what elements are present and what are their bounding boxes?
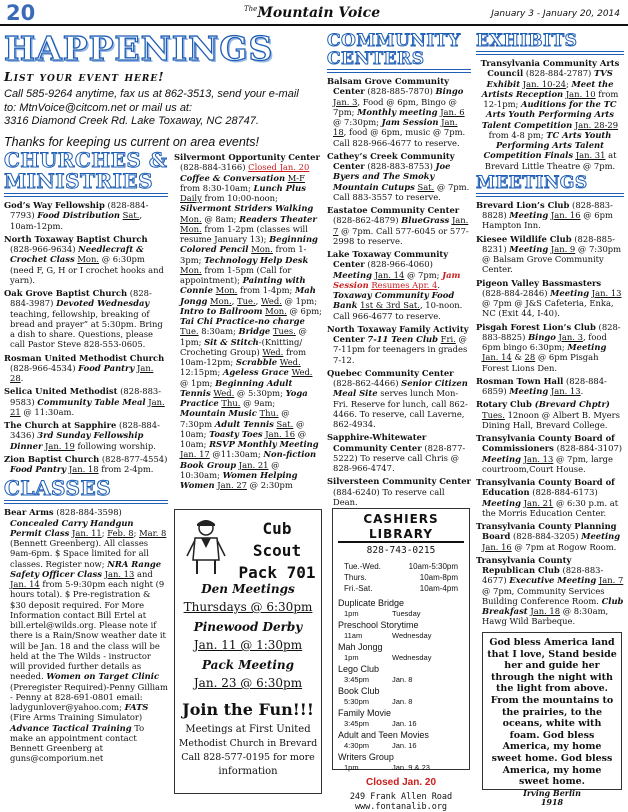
meetings-heading: MEETINGS — [476, 172, 588, 193]
listing: Balsam Grove Community Center (828-885-7870) Bingo Jan. 3, Food @ 6pm, Bingo @ 7pm; Monthly meeting Jan. 6 @ 7:30pm; Jam Session Jan. 18, food @ 6pm, music @ 7pm. Call 828-966-4677 to reserve. — [327, 76, 466, 148]
hours-time: 10am-5:30pm — [408, 561, 458, 571]
program-time: 3:45pm — [344, 718, 370, 728]
program-detail — [338, 609, 464, 618]
program-when: Jan. 8 — [392, 674, 413, 684]
listing: The Church at Sapphire (828-884-3436) 3rd Sunday Fellowship Dinner Jan. 19 following worship. — [4, 420, 160, 451]
program-name: Lego Club — [338, 663, 380, 674]
join-fun: Join the Fun!!! — [182, 700, 314, 719]
column-1 — [4, 150, 168, 798]
program-name: Writers Group — [338, 751, 394, 762]
listing: Transylvania County Planning Board (828-884-3205) Meeting Jan. 16 @ 7pm at Rogow Room. — [476, 521, 621, 552]
library-hours-row — [338, 561, 464, 572]
poem-author: Irving Berlin — [523, 787, 581, 798]
listing: North Toxaway Baptist Church (828-966-9634) Needlecraft & Crochet Class Mon. @ 6:30pm (need F, G, H or I crochet hooks and yarn). — [4, 233, 164, 285]
listing: Pigeon Valley Bassmasters (828-884-2846) Meeting Jan. 13 @ 7pm @ J&S Cafeteria, Enka, NC (Exit 44, I-40). — [476, 277, 622, 319]
program-time: 1pm — [344, 652, 359, 662]
page-header — [0, 0, 628, 26]
listing: Sapphire-Whitewater Community Center (828-877-5222) To reserve call Chris @ 828-966-4747. — [327, 432, 466, 473]
program-when: Wednesday — [392, 630, 432, 640]
library-hours-row — [338, 583, 464, 594]
den-meetings-label: Den Meetings — [201, 582, 295, 596]
listing: Zion Baptist Church (828-877-4554) Food Pantry Jan. 18 from 2-4pm. — [4, 453, 168, 474]
library-box — [332, 508, 470, 812]
happenings-line-1: Call 585-9264 anytime, fax us at 862-3513, send your e-mail — [4, 88, 299, 101]
column-4 — [476, 32, 624, 628]
listing: Kiesee Wildlife Club (828-885-8231) Meeting Jan. 9 @ 7:30pm @ Balsam Grove Community Center. — [476, 233, 622, 275]
program-detail — [338, 697, 464, 706]
section-rule — [476, 193, 624, 197]
listing: North Toxaway Family Activity Center 7-11 Teen Club Fri. @ 7-11pm for teenagers in grades 7-12. — [327, 323, 469, 365]
section-rule — [4, 500, 168, 504]
library-phone: 828-743-0215 — [366, 545, 436, 557]
library-address: 249 Frank Allen Road — [349, 791, 453, 802]
page-number: 20 — [6, 1, 36, 25]
hours-days: Tue.-Wed. — [344, 561, 381, 571]
cub-info-3: Call 828-577-0195 for more — [181, 752, 315, 763]
program-time: 3:45pm — [344, 674, 370, 684]
listing: Oak Grove Baptist Church (828-884-3987) Devoted Wednesday teaching, fellowship, breaking of bread and prayer” at 5:30pm. Bring a dish to share. Questions, please call Pastor Steve 828-553-0605. — [4, 288, 163, 350]
cub-scout-ad — [174, 509, 322, 794]
listing: Lake Toxaway Community Center (828-966-4060) Meeting Jan. 14 @ 7pm; Jam Session Resumes Apr. 4. Toxaway Community Food Bank 1st & 3rd Sat., 10-noon. Call 966-4677 to reserve. — [327, 249, 463, 321]
library-address-block — [338, 792, 464, 812]
cub-scout-title: Cub Scout Pack 701 — [238, 519, 316, 582]
listing: Rotary Club (Brevard Chptr) Tues. 12noon @ Albert B. Myers Dining Hall, Brevard College. — [476, 399, 620, 430]
library-hours-row — [338, 572, 464, 583]
section-rule — [327, 69, 471, 73]
poem-year: 1918 — [540, 796, 564, 807]
listing: Bear Arms (828-884-3598) Concealed Carry Handgun Permit Class Jan. 11; Feb. 8; Mar. 8 (Bennett Greenberg). All classes 9am-6pm. $ Space limited for all classes. Register now; NRA Range Safety Officer Class Jan. 13 and Jan. 14 from 5-9:30pm each night (9 hours total). $ Pre-registration & $30 deposit required. For More Information contact Bill Ertel at bill.ertel@wilds.org. Please note if there is a Rain/Snow weather date it will be Jan. 18 and the class will be held at the The Wilds - instructor will provided further details as needed. Women on Target Clinic (Preregister Required)-Penny Gilliam - Penny at 828-691-0801 email: ladygunlover@yahoo.com; FATS (Fire Arms Training Simulator) Advance Tactical Training To make an appointment contact Bennett Greenberg at guns@comporium.net — [4, 507, 168, 764]
classes-heading: CLASSES — [4, 476, 112, 501]
pack-meeting-label: Pack Meeting — [201, 658, 295, 672]
program-when: Wednesday — [392, 652, 432, 662]
listing: Quebec Community Center (828-862-4466) Senior Citizen Meal Site serves lunch Mon-Fri. Reserve for lunch, call 862-4466. To reserve, call Laverne, 862-4934. — [327, 367, 468, 429]
library-closed: Closed Jan. 20 — [365, 776, 437, 788]
poem-text: God bless America land that I love, Stand beside her and guide her through the night with the light from above. From the mountains to the prairies, to the oceans, white with foam. God bless America, my home sweet home. God bless America, my home sweet home. — [487, 637, 617, 788]
program-time: 11am — [344, 630, 363, 640]
listing: Transylvania Community Arts Council (828-884-2787) TVS Exhibit Jan. 10-24; Meet the Artists Reception Jan. 10 from 12-1pm; Auditions for the TC Arts Youth Performing Arts Talent Competition Jan. 28-29 from 4-8 pm; TC Arts Youth Performing Arts Talent Competition Finals Jan. 31 at Brevard Little Theatre @ 7pm. — [480, 58, 620, 171]
pack-meeting-value: Jan. 23 @ 6:30pm — [193, 676, 303, 690]
listing: Silvermont Opportunity Center (828-884-3166) Closed Jan. 20 Coffee & Conversation M-F from 8:30-10am; Lunch Plus Daily from 10:00-noon; Silvermont Striders Walking Mon. @ 8am; Readers Theater Mon. from 1-2pm (classes will resume January 13); Beginning Colored Pencil Mon. from 1-3pm; Technology Help Desk Mon. from 1-5pm (Call for appointment); Painting with Connie Mon. from 1-4pm; Mah Jongg Mon., Tue., Wed. @ 1pm; Intro to Ballroom Mon. @ 6pm; Tai Chi Practice-no charge Tue. 8:30am; Bridge Tues. @ 1pm; Sit & Stitch-(Knitting/ Crocheting Group) Wed. from 10am-12pm; Scrabble Wed. 12:15pm; Ageless Grace Wed. @ 1pm; Beginning Adult Tennis Wed. @ 5:30pm; Yoga Practice Thu. @ 9am; Mountain Music Thu. @ 7:30pm Adult Tennis Sat. @ 10am; Toasty Toes Jan. 16 @ 10am; RSVP Monthly Meeting Jan. 17 @11:30am; Non-fiction Book Group Jan. 21 @ 10:30am; Women Helping Women Jan. 27 @ 2:30pm — [174, 152, 322, 490]
poem-signature — [487, 789, 617, 807]
hours-time: 10am-4pm — [419, 583, 458, 593]
program-detail — [338, 675, 464, 684]
cub-scout-figure-icon — [181, 516, 231, 576]
happenings-subtitle: List your event here! — [4, 69, 165, 84]
program-detail — [338, 719, 464, 728]
program-when: Tuesday — [392, 608, 421, 618]
listing: Cathey’s Creek Community Center (828-883-8753) Joe Byers and The Smoky Mountain Cutups Sat. @ 7pm. Call 883-3557 to reserve. — [327, 150, 470, 202]
listing: Transylvania County Board of Education (828-884-6173) Meeting Jan. 21 @ 6:30 p.m. at the Morris Education Center. — [476, 477, 619, 518]
hours-days: Thurs. — [344, 572, 367, 582]
listing: Silversteen Community Center (884-6240) To reserve call Dean. — [327, 476, 471, 507]
masthead-title: Mountain Voice — [257, 5, 381, 21]
listing: Transylvania County Board of Commissioners (828-884-3107) Meeting Jan. 13 @ 7pm, large courtroom,Court House. — [476, 433, 623, 474]
listing: Selica United Methodist (828-883-9583) Community Table Meal Jan. 21 @ 11:30am. — [4, 386, 165, 417]
library-website[interactable]: www.fontanalib.org — [354, 801, 448, 812]
listing: Pisgah Forest Lion’s Club (828-883-8825) Bingo Jan. 3, food 6pm bingo 6:30pm; Meeting Jan. 14 & 28 @ 6pm Pisgah Forest Lions Den. — [476, 321, 621, 373]
listing: Transylvania County Republican Club (828-883-4677) Executive Meeting Jan. 7 @ 7pm, Community Services Building Conference Room. Club Breakfast Jan. 18 @ 8:30am, Hawg Wild Barbeque. — [476, 554, 624, 627]
hours-days: Fri.-Sat. — [344, 583, 373, 593]
program-time: 1pm — [344, 762, 359, 772]
pinewood-derby-label: Pinewood Derby — [193, 620, 303, 634]
column-3 — [327, 31, 471, 507]
exhibits-heading: EXHIBITS — [476, 31, 578, 51]
program-when: Jan. 8 — [392, 696, 413, 706]
den-meetings-value: Thursdays @ 6:30pm — [183, 600, 313, 614]
happenings-line-3: 3316 Diamond Creek Rd. Lake Toxaway, NC 28747. — [4, 115, 259, 128]
listing: Brevard Lion’s Club (828-883-8828) Meeting Jan. 16 @ 6pm Hampton Inn. — [476, 199, 613, 231]
pinewood-derby-value: Jan. 11 @ 1:30pm — [193, 638, 303, 652]
program-when: Jan. 9 & 23 — [392, 762, 430, 772]
section-rule — [4, 193, 168, 197]
program-name: Preschool Storytime — [338, 619, 419, 630]
listing: God’s Way Fellowship (828-884-7793) Food Distribution Sat., 10am-12pm. — [4, 200, 149, 231]
cub-info-2: Methodist Church in Brevard — [178, 738, 318, 749]
issue-date: January 3 - January 20, 2014 — [491, 9, 620, 19]
listing: Rosman Town Hall (828-884-6859) Meeting Jan. 13. — [476, 375, 607, 396]
listing: Eastatoe Community Center (828-862-4879) BlueGrass Jan. 7 @ 7pm. Call 577-6045 or 577-2998 to reserve. — [327, 205, 469, 246]
churches-heading: CHURCHES & MINISTRIES — [4, 148, 168, 193]
community-heading: COMMUNITY CENTERS — [327, 31, 461, 69]
program-detail — [338, 653, 464, 662]
happenings-line-2: to: MtnVoice@citcom.net or mail us at: — [4, 101, 193, 114]
program-when: Jan. 16 — [392, 740, 417, 750]
program-detail — [338, 631, 464, 640]
hours-time: 10am-8pm — [419, 572, 458, 582]
library-title: CASHIERS LIBRARY — [338, 512, 464, 543]
program-when: Jan. 16 — [392, 718, 417, 728]
program-name: Book Club — [338, 685, 380, 696]
cub-info-4: information — [218, 766, 278, 777]
masthead-the: The — [244, 5, 258, 13]
column-2 — [174, 152, 322, 502]
section-rule — [476, 51, 624, 55]
program-time: 1pm — [344, 608, 359, 618]
happenings-title: HAPPENINGS — [4, 29, 274, 68]
program-name: Mah Jongg — [338, 641, 383, 652]
program-name: Family Movie — [338, 707, 392, 718]
happenings-thanks: Thanks for keeping us current on area events! — [4, 134, 260, 149]
program-time: 5:30pm — [344, 696, 370, 706]
program-time: 4:30pm — [344, 740, 370, 750]
cub-info-1: Meetings at First United — [185, 724, 311, 735]
masthead — [244, 5, 380, 22]
poem-box — [482, 632, 622, 807]
program-detail — [338, 741, 464, 750]
program-detail — [338, 763, 464, 772]
program-name: Adult and Teen Movies — [338, 729, 429, 740]
program-name: Duplicate Bridge — [338, 597, 405, 608]
listing: Rosman United Methodist Church (828-966-4534) Food Pantry Jan. 28. — [4, 352, 165, 383]
